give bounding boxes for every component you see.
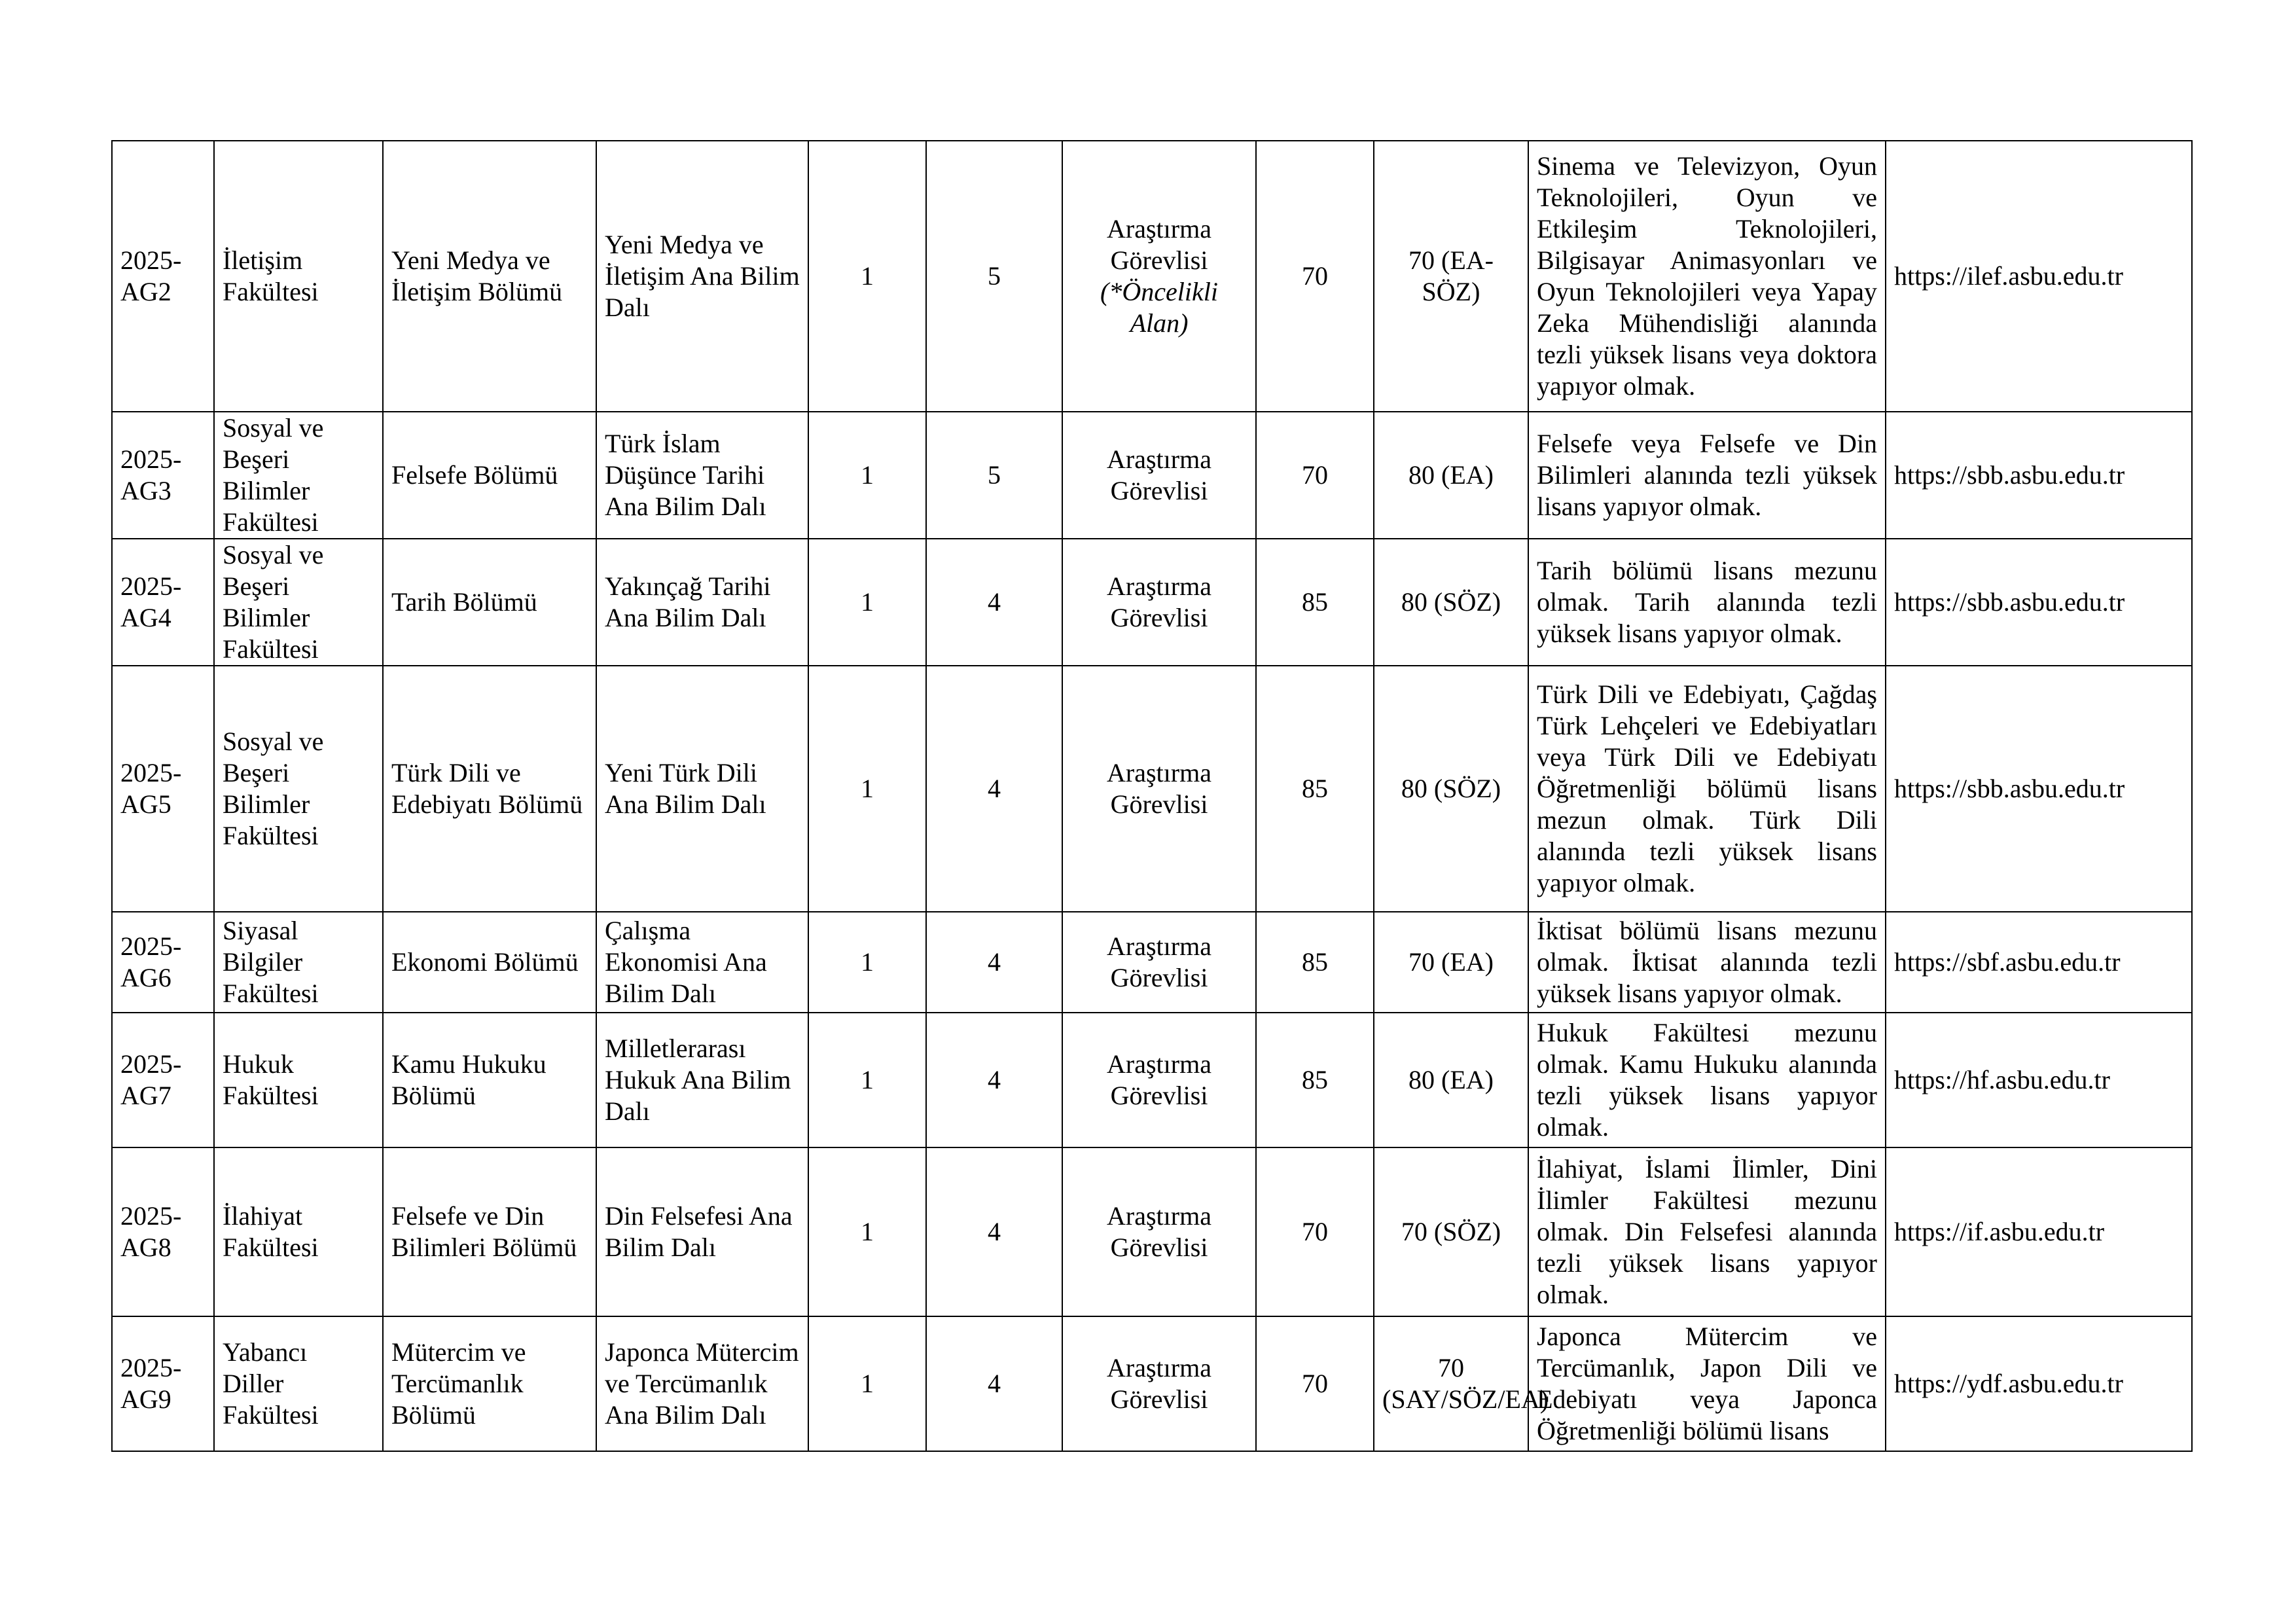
department-name: Felsefe Bölümü (383, 412, 596, 539)
position-title: Araştırma Görevlisi (1107, 1353, 1211, 1414)
position-count: 1 (808, 141, 926, 412)
department-name: Türk Dili ve Edebiyatı Bölümü (383, 666, 596, 912)
faculty-website-link[interactable]: https://ydf.asbu.edu.tr (1886, 1316, 2192, 1451)
department-name: Mütercim ve Tercümanlık Bölümü (383, 1316, 596, 1451)
degree-level: 4 (926, 539, 1062, 666)
position-title: Araştırma Görevlisi (1107, 758, 1211, 819)
requirement-text: İktisat bölümü lisans mezunu olmak. İktisat alanında tezli yüksek lisans yapıyor olmak. (1528, 912, 1886, 1013)
ales-score: 85 (1256, 666, 1374, 912)
faculty-name: Sosyal ve Beşeri Bilimler Fakültesi (214, 666, 383, 912)
ales-score: 85 (1256, 912, 1374, 1013)
faculty-website-link[interactable]: https://ilef.asbu.edu.tr (1886, 141, 2192, 412)
requirement-text: Felsefe veya Felsefe ve Din Bilimleri alanında tezli yüksek lisans yapıyor olmak. (1528, 412, 1886, 539)
position-table (111, 140, 2193, 1452)
requirement-text: Hukuk Fakültesi mezunu olmak. Kamu Hukuku alanında tezli yüksek lisans yapıyor olmak. (1528, 1013, 1886, 1147)
position-count: 1 (808, 539, 926, 666)
anabilim-dali-name: Milletlerarası Hukuk Ana Bilim Dalı (596, 1013, 808, 1147)
table-row (112, 539, 2192, 666)
position-title: Araştırma Görevlisi (1107, 444, 1211, 505)
position-title-cell (1062, 141, 1256, 412)
faculty-name: Sosyal ve Beşeri Bilimler Fakültesi (214, 539, 383, 666)
faculty-website-link[interactable]: https://sbb.asbu.edu.tr (1886, 539, 2192, 666)
anabilim-dali-name: Japonca Mütercim ve Tercümanlık Ana Bilim Dalı (596, 1316, 808, 1451)
language-score: 80 (EA) (1374, 1013, 1528, 1147)
table-row (112, 1316, 2192, 1451)
ales-score: 85 (1256, 539, 1374, 666)
department-name: Felsefe ve Din Bilimleri Bölümü (383, 1147, 596, 1316)
table-row (112, 1147, 2192, 1316)
position-code: 2025-AG7 (112, 1013, 214, 1147)
degree-level: 4 (926, 1147, 1062, 1316)
anabilim-dali-name: Türk İslam Düşünce Tarihi Ana Bilim Dalı (596, 412, 808, 539)
position-count: 1 (808, 1013, 926, 1147)
position-count: 1 (808, 666, 926, 912)
position-code: 2025-AG2 (112, 141, 214, 412)
faculty-website-link[interactable]: https://sbf.asbu.edu.tr (1886, 912, 2192, 1013)
requirement-text: Sinema ve Televizyon, Oyun Teknolojileri, Oyun ve Etkileşim Teknolojileri, Bilgisayar Animasyonları ve Oyun Teknolojileri veya Yapay Zeka Mühendisliği alanında tezli yüksek lisans veya doktora yapıyor olmak. (1528, 141, 1886, 412)
anabilim-dali-name: Yakınçağ Tarihi Ana Bilim Dalı (596, 539, 808, 666)
language-score: 70 (EA) (1374, 912, 1528, 1013)
department-name: Tarih Bölümü (383, 539, 596, 666)
ales-score: 70 (1256, 412, 1374, 539)
position-title: Araştırma Görevlisi (1107, 571, 1211, 632)
table-row (112, 1013, 2192, 1147)
language-score: 70 (SAY/SÖZ/EA) (1374, 1316, 1528, 1451)
position-code: 2025-AG4 (112, 539, 214, 666)
priority-note: (*Öncelikli Alan) (1100, 277, 1218, 338)
ales-score: 70 (1256, 1147, 1374, 1316)
faculty-name: Siyasal Bilgiler Fakültesi (214, 912, 383, 1013)
degree-level: 4 (926, 912, 1062, 1013)
faculty-website-link[interactable]: https://hf.asbu.edu.tr (1886, 1013, 2192, 1147)
faculty-name: Sosyal ve Beşeri Bilimler Fakültesi (214, 412, 383, 539)
faculty-website-link[interactable]: https://sbb.asbu.edu.tr (1886, 666, 2192, 912)
position-title: Araştırma Görevlisi (1107, 931, 1211, 992)
language-score: 80 (SÖZ) (1374, 539, 1528, 666)
faculty-name: İlahiyat Fakültesi (214, 1147, 383, 1316)
department-name: Kamu Hukuku Bölümü (383, 1013, 596, 1147)
position-count: 1 (808, 1147, 926, 1316)
language-score: 80 (EA) (1374, 412, 1528, 539)
position-title-cell (1062, 412, 1256, 539)
table-body (112, 141, 2192, 1451)
position-title-cell (1062, 1013, 1256, 1147)
position-title: Araştırma Görevlisi (1107, 214, 1211, 275)
faculty-website-link[interactable]: https://sbb.asbu.edu.tr (1886, 412, 2192, 539)
ales-score: 70 (1256, 141, 1374, 412)
position-count: 1 (808, 412, 926, 539)
degree-level: 5 (926, 141, 1062, 412)
ales-score: 85 (1256, 1013, 1374, 1147)
table-row (112, 666, 2192, 912)
table-row (112, 141, 2192, 412)
position-title-cell (1062, 539, 1256, 666)
table-row (112, 912, 2192, 1013)
degree-level: 4 (926, 1013, 1062, 1147)
position-title-cell (1062, 1147, 1256, 1316)
position-code: 2025-AG9 (112, 1316, 214, 1451)
requirement-text: Tarih bölümü lisans mezunu olmak. Tarih alanında tezli yüksek lisans yapıyor olmak. (1528, 539, 1886, 666)
faculty-name: Yabancı Diller Fakültesi (214, 1316, 383, 1451)
degree-level: 5 (926, 412, 1062, 539)
requirement-text: Japonca Mütercim ve Tercümanlık, Japon Dili ve Edebiyatı veya Japonca Öğretmenliği bölümü lisans (1528, 1316, 1886, 1451)
position-code: 2025-AG8 (112, 1147, 214, 1316)
anabilim-dali-name: Çalışma Ekonomisi Ana Bilim Dalı (596, 912, 808, 1013)
position-code: 2025-AG5 (112, 666, 214, 912)
language-score: 70 (SÖZ) (1374, 1147, 1528, 1316)
department-name: Ekonomi Bölümü (383, 912, 596, 1013)
requirement-text: İlahiyat, İslami İlimler, Dini İlimler Fakültesi mezunu olmak. Din Felsefesi alanında tezli yüksek lisans yapıyor olmak. (1528, 1147, 1886, 1316)
degree-level: 4 (926, 666, 1062, 912)
position-title-cell (1062, 1316, 1256, 1451)
faculty-website-link[interactable]: https://if.asbu.edu.tr (1886, 1147, 2192, 1316)
position-title-cell (1062, 666, 1256, 912)
language-score: 80 (SÖZ) (1374, 666, 1528, 912)
position-count: 1 (808, 1316, 926, 1451)
position-code: 2025-AG3 (112, 412, 214, 539)
position-title: Araştırma Görevlisi (1107, 1049, 1211, 1110)
ales-score: 70 (1256, 1316, 1374, 1451)
department-name: Yeni Medya ve İletişim Bölümü (383, 141, 596, 412)
position-title: Araştırma Görevlisi (1107, 1201, 1211, 1262)
faculty-name: Hukuk Fakültesi (214, 1013, 383, 1147)
anabilim-dali-name: Din Felsefesi Ana Bilim Dalı (596, 1147, 808, 1316)
position-code: 2025-AG6 (112, 912, 214, 1013)
position-count: 1 (808, 912, 926, 1013)
position-title-cell (1062, 912, 1256, 1013)
table-row (112, 412, 2192, 539)
requirement-text: Türk Dili ve Edebiyatı, Çağdaş Türk Lehçeleri ve Edebiyatları veya Türk Dili ve Edebiyatı Öğretmenliği bölümü lisans mezun olmak. Türk Dili alanında tezli yüksek lisans yapıyor olmak. (1528, 666, 1886, 912)
degree-level: 4 (926, 1316, 1062, 1451)
anabilim-dali-name: Yeni Türk Dili Ana Bilim Dalı (596, 666, 808, 912)
faculty-name: İletişim Fakültesi (214, 141, 383, 412)
anabilim-dali-name: Yeni Medya ve İletişim Ana Bilim Dalı (596, 141, 808, 412)
language-score: 70 (EA-SÖZ) (1374, 141, 1528, 412)
